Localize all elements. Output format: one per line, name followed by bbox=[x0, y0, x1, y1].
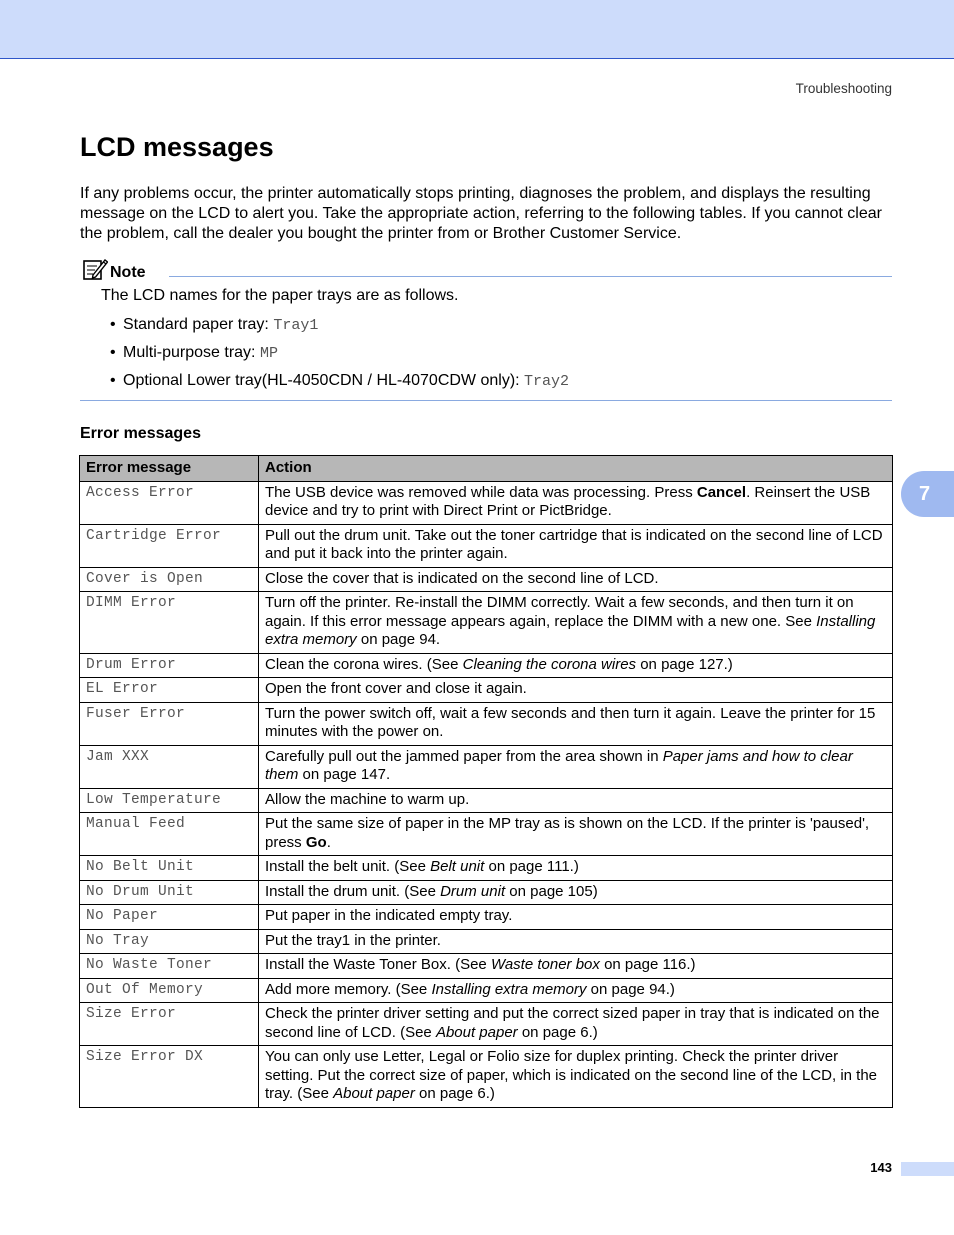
table-row bbox=[80, 880, 893, 905]
action-text: Put paper in the indicated empty tray. bbox=[265, 907, 513, 924]
table-row bbox=[80, 567, 893, 592]
cross-reference: About paper bbox=[435, 1023, 518, 1041]
table-row bbox=[80, 929, 893, 954]
action-text: on page 94.) bbox=[586, 980, 675, 998]
lcd-tray-name: Tray2 bbox=[524, 373, 570, 390]
action-text: Turn off the printer. Re-install the DIMM correctly. Wait a few seconds, and then turn it on again. If this error message appears again, replace the DIMM with a new one. See bbox=[265, 594, 854, 630]
action-text: Put the tray1 in the printer. bbox=[265, 931, 441, 949]
lcd-tray-name: Tray1 bbox=[273, 317, 319, 334]
table-row bbox=[80, 1003, 893, 1046]
intro-paragraph: If any problems occur, the printer automatically stops printing, diagnoses the problem, and displays the resulting message on the LCD to alert you. Take the appropriate action, referring to the following tables. If you cannot clear the problem, call the dealer you bought the printer from or Brother Customer Service. bbox=[80, 185, 882, 242]
action-text: Add more memory. (See bbox=[265, 980, 432, 998]
error-code-cell: No Tray bbox=[80, 929, 259, 954]
action-cell bbox=[259, 678, 893, 703]
action-text: Carefully pull out the jammed paper from the area shown in bbox=[265, 747, 663, 765]
action-text: on page 105) bbox=[505, 882, 598, 900]
action-cell bbox=[259, 745, 893, 788]
action-cell bbox=[259, 653, 893, 678]
action-text: on page 116.) bbox=[599, 956, 696, 973]
table-row bbox=[80, 592, 893, 654]
button-name: Cancel bbox=[696, 483, 747, 501]
action-cell bbox=[259, 978, 893, 1003]
table-row bbox=[80, 905, 893, 930]
error-code-cell: Size Error DX bbox=[80, 1046, 259, 1108]
error-code-cell: Size Error bbox=[80, 1003, 259, 1046]
action-text: The USB device was removed while data was processing. Press bbox=[265, 483, 697, 501]
action-cell bbox=[259, 702, 893, 745]
action-text: You can only use Letter, Legal or Folio size for duplex printing. Check the printer driver setting. Put the correct size of paper, which is indicated on the second line of the LCD, in the tray. (See bbox=[265, 1048, 878, 1102]
action-cell bbox=[259, 905, 893, 930]
cross-reference: Installing extra memory bbox=[265, 612, 876, 648]
cross-reference: Waste toner box bbox=[490, 956, 600, 973]
action-text: on page 94. bbox=[356, 631, 441, 648]
list-item: • Standard paper tray: Tray1 bbox=[110, 316, 319, 334]
action-text: on page 127.) bbox=[636, 655, 733, 673]
lcd-tray-name: MP bbox=[259, 345, 278, 362]
action-cell bbox=[259, 856, 893, 881]
list-item: • Optional Lower tray(HL-4050CDN / HL-4070CDW only): Tray2 bbox=[110, 372, 570, 390]
note-divider bbox=[169, 276, 892, 277]
action-cell bbox=[259, 788, 893, 813]
page-title: LCD messages bbox=[80, 132, 274, 162]
table-row bbox=[80, 653, 893, 678]
chapter-tab: 7 bbox=[901, 471, 954, 517]
action-text: Clean the corona wires. (See bbox=[265, 655, 463, 673]
list-item: • Multi-purpose tray: MP bbox=[110, 344, 278, 362]
action-text: Turn the power switch off, wait a few seconds and then turn it again. Leave the printer for 15 minutes with the power on. bbox=[265, 704, 876, 740]
section-label: Troubleshooting bbox=[795, 81, 892, 96]
error-messages-table bbox=[79, 455, 893, 1108]
table-row bbox=[80, 702, 893, 745]
action-text: Install the drum unit. (See bbox=[265, 882, 441, 900]
action-text: Put the same size of paper in the MP tray as is shown on the LCD. If the printer is 'paused', press bbox=[265, 815, 870, 851]
action-text: . Reinsert the USB device and try to print with Direct Print or PictBridge. bbox=[265, 483, 871, 519]
error-code-cell: Cover is Open bbox=[80, 567, 259, 592]
table-row bbox=[80, 1046, 893, 1108]
action-text: . bbox=[326, 833, 331, 851]
action-text: Close the cover that is indicated on the second line of LCD. bbox=[265, 569, 659, 587]
header-band bbox=[0, 0, 954, 59]
cross-reference: Paper jams and how to clear them bbox=[265, 747, 853, 783]
error-code-cell: Manual Feed bbox=[80, 813, 259, 856]
column-header: Error message bbox=[80, 456, 259, 482]
cross-reference: Belt unit bbox=[430, 858, 485, 875]
table-row bbox=[80, 678, 893, 703]
table-row bbox=[80, 813, 893, 856]
table-body bbox=[80, 481, 893, 1107]
action-text: on page 6.) bbox=[414, 1085, 495, 1102]
error-code-cell: No Waste Toner bbox=[80, 954, 259, 979]
error-code-cell: Low Temperature bbox=[80, 788, 259, 813]
error-code-cell: Jam XXX bbox=[80, 745, 259, 788]
note-list bbox=[110, 314, 569, 398]
action-text: on page 6.) bbox=[517, 1023, 598, 1041]
note-header bbox=[82, 257, 892, 281]
page-number: 143 bbox=[870, 1160, 892, 1175]
note-bottom-divider bbox=[80, 400, 892, 401]
cross-reference: Cleaning the corona wires bbox=[462, 655, 637, 673]
action-cell bbox=[259, 954, 893, 979]
subheading: Error messages bbox=[80, 425, 201, 442]
action-cell bbox=[259, 929, 893, 954]
action-text: Pull out the drum unit. Take out the toner cartridge that is indicated on the second line of LCD and put it back into the printer again. bbox=[265, 526, 883, 562]
column-header: Action bbox=[259, 456, 893, 482]
error-code-cell: Cartridge Error bbox=[80, 524, 259, 567]
action-text: on page 147. bbox=[298, 766, 391, 783]
error-code-cell: Drum Error bbox=[80, 653, 259, 678]
error-code-cell: Out Of Memory bbox=[80, 978, 259, 1003]
error-code-cell: EL Error bbox=[80, 678, 259, 703]
table-header-row bbox=[80, 456, 893, 482]
table-row bbox=[80, 524, 893, 567]
note-pencil-icon bbox=[82, 257, 108, 281]
table-row bbox=[80, 856, 893, 881]
action-cell bbox=[259, 592, 893, 654]
error-code-cell: No Paper bbox=[80, 905, 259, 930]
error-code-cell: DIMM Error bbox=[80, 592, 259, 654]
cross-reference: About paper bbox=[333, 1085, 415, 1102]
action-cell bbox=[259, 880, 893, 905]
note-title: Note bbox=[110, 264, 146, 281]
action-text: Install the belt unit. (See bbox=[265, 858, 431, 875]
error-code-cell: No Drum Unit bbox=[80, 880, 259, 905]
action-cell bbox=[259, 1003, 893, 1046]
table-row bbox=[80, 978, 893, 1003]
action-cell bbox=[259, 567, 893, 592]
cross-reference: Drum unit bbox=[440, 882, 506, 900]
action-text: Check the printer driver setting and put the correct sized paper in tray that is indicated on the second line of LCD. (See bbox=[265, 1005, 880, 1041]
button-name: Go bbox=[305, 833, 327, 851]
action-cell bbox=[259, 481, 893, 524]
footer-band bbox=[901, 1162, 954, 1176]
action-cell bbox=[259, 1046, 893, 1108]
action-cell bbox=[259, 813, 893, 856]
action-text: on page 111.) bbox=[484, 858, 579, 875]
table-row bbox=[80, 481, 893, 524]
cross-reference: Installing extra memory bbox=[431, 980, 587, 998]
error-code-cell: Access Error bbox=[80, 481, 259, 524]
action-text: Install the Waste Toner Box. (See bbox=[265, 956, 491, 973]
error-code-cell: No Belt Unit bbox=[80, 856, 259, 881]
action-text: Allow the machine to warm up. bbox=[265, 790, 470, 808]
table-row bbox=[80, 954, 893, 979]
table-row bbox=[80, 745, 893, 788]
table-row bbox=[80, 788, 893, 813]
error-code-cell: Fuser Error bbox=[80, 702, 259, 745]
note-body: The LCD names for the paper trays are as follows. bbox=[101, 287, 459, 304]
action-text: Open the front cover and close it again. bbox=[265, 680, 527, 697]
action-cell bbox=[259, 524, 893, 567]
